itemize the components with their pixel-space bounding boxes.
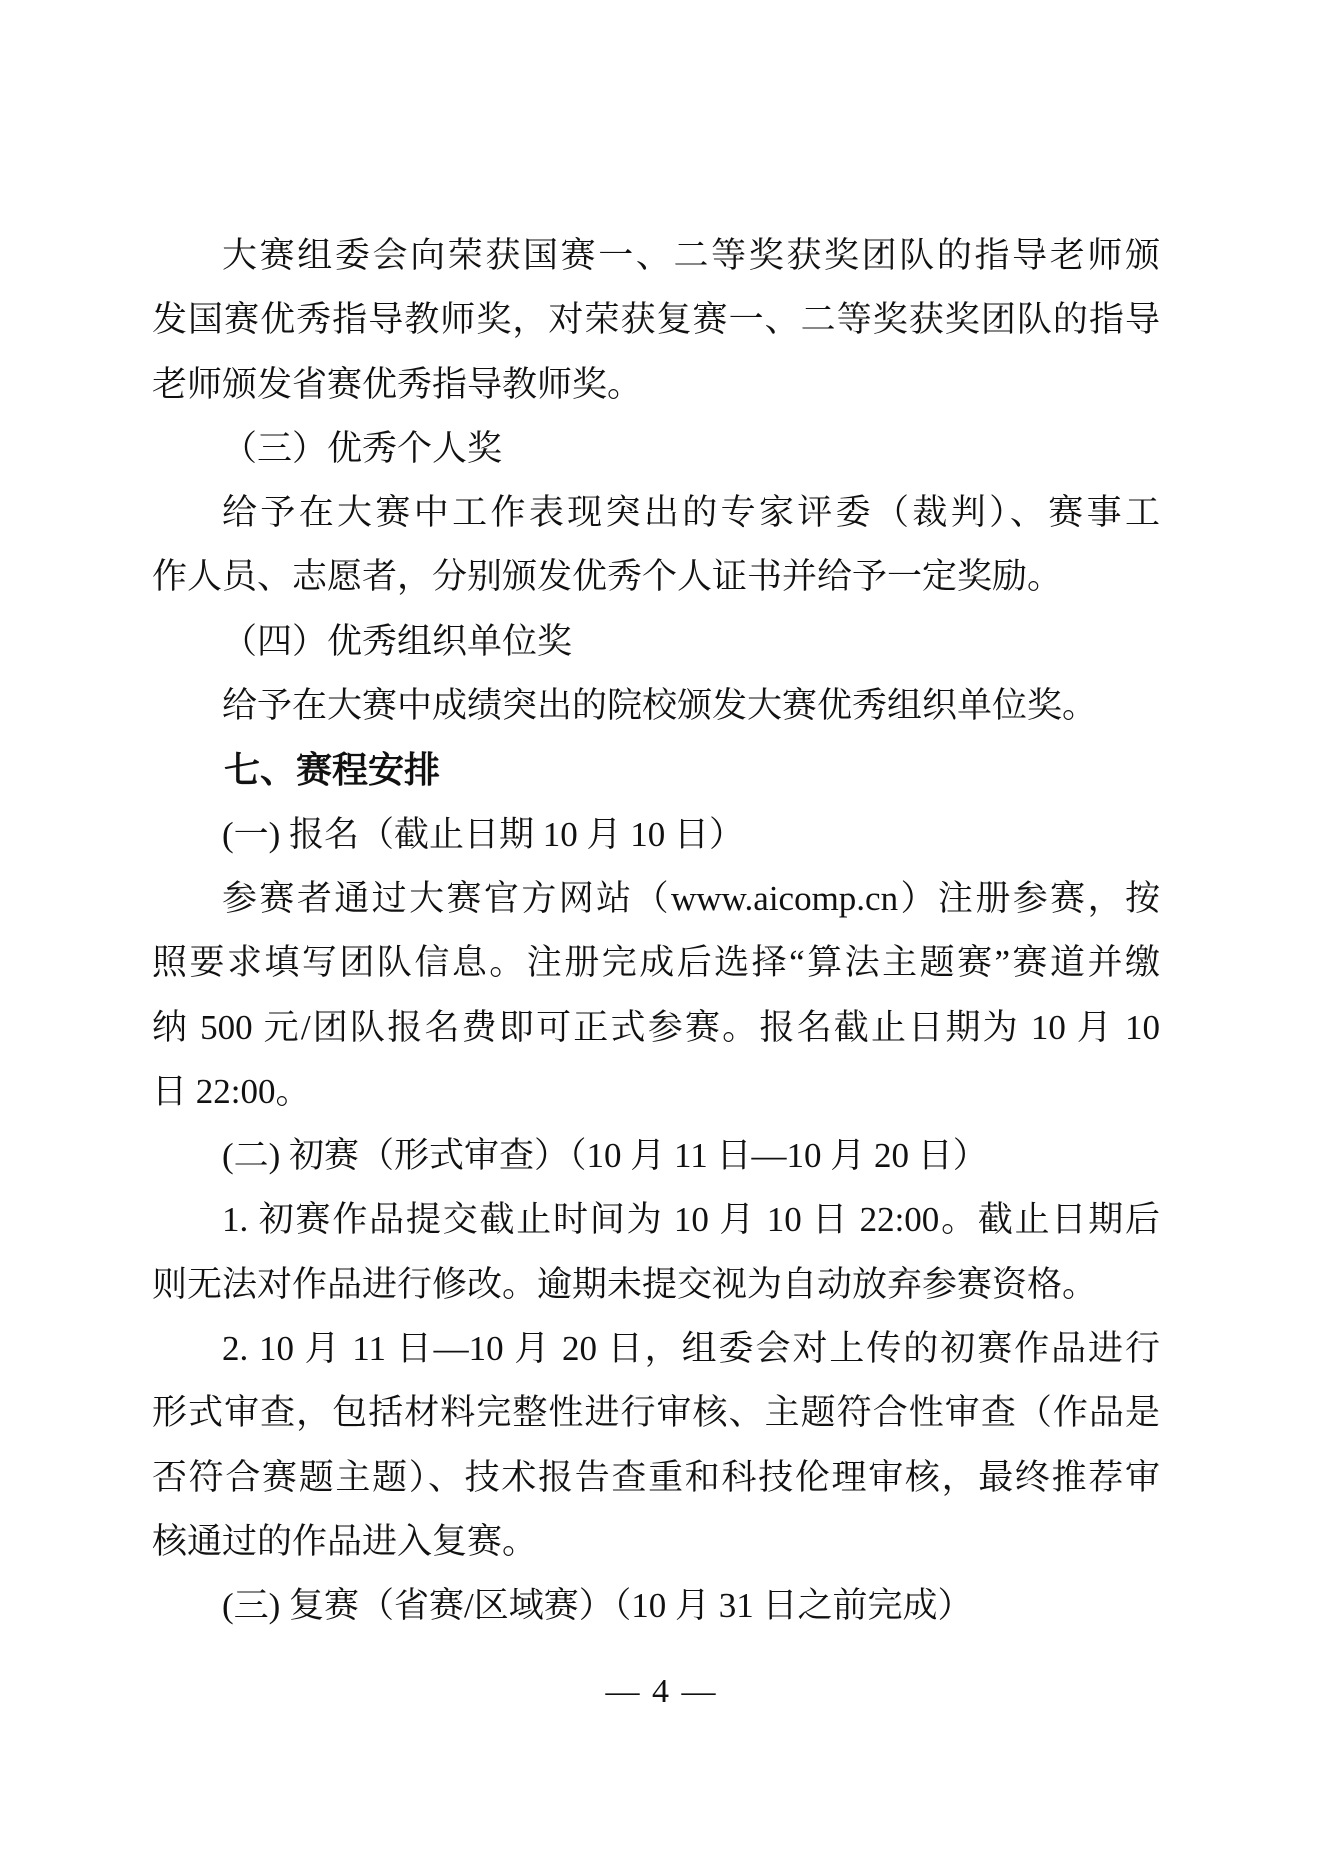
para-preliminary-item2-line-3: 否符合赛题主题）、技术报告查重和科技伦理审核，最终推荐审 xyxy=(152,1457,1160,1497)
para-registration-line-4: 日 22:00。 xyxy=(152,1071,311,1111)
para-instructor-award-line-1: 大赛组委会向荣获国赛一、二等奖获奖团队的指导老师颁 xyxy=(222,236,1160,275)
heading-schedule-section: 七、赛程安排 xyxy=(224,749,441,791)
para-preliminary-item1-line-2: 则无法对作品进行修改。逾期未提交视为自动放弃参赛资格。 xyxy=(152,1264,1098,1304)
heading-preliminary-review: (二) 初赛（形式审查）（10 月 11 日—10 月 20 日） xyxy=(222,1136,988,1176)
para-preliminary-item1-line-1: 1. 初赛作品提交截止时间为 10 月 10 日 22:00。截止日期后 xyxy=(222,1200,1160,1240)
heading-semifinal: (三) 复赛（省赛/区域赛）（10 月 31 日之前完成） xyxy=(222,1586,973,1626)
para-organization-award-line-1: 给予在大赛中成绩突出的院校颁发大赛优秀组织单位奖。 xyxy=(222,686,1098,726)
document-body xyxy=(152,224,1160,1639)
para-preliminary-item2-line-4: 核通过的作品进入复赛。 xyxy=(152,1521,538,1561)
para-instructor-award-line-2: 发国赛优秀指导教师奖，对荣获复赛一、二等奖获奖团队的指导 xyxy=(152,300,1160,340)
para-instructor-award-line-3: 老师颁发省赛优秀指导教师奖。 xyxy=(152,364,643,404)
para-individual-award-line-2: 作人员、志愿者，分别颁发优秀个人证书并给予一定奖励。 xyxy=(152,557,1063,597)
para-preliminary-item2-line-2: 形式审查，包括材料完整性进行审核、主题符合性审查（作品是 xyxy=(152,1393,1160,1433)
para-registration-line-3: 纳 500 元/团队报名费即可正式参赛。报名截止日期为 10 月 10 xyxy=(152,1007,1160,1047)
para-registration-line-2: 照要求填写团队信息。注册完成后选择“算法主题赛”赛道并缴 xyxy=(152,943,1160,983)
para-registration-line-1: 参赛者通过大赛官方网站（www.aicomp.cn）注册参赛，按 xyxy=(222,878,1160,918)
heading-excellent-individual-award: （三）优秀个人奖 xyxy=(222,428,503,468)
para-preliminary-item2-line-1: 2. 10 月 11 日—10 月 20 日，组委会对上传的初赛作品进行 xyxy=(222,1329,1160,1369)
heading-excellent-organization-award: （四）优秀组织单位奖 xyxy=(222,621,573,661)
heading-registration: (一) 报名（截止日期 10 月 10 日） xyxy=(222,814,745,854)
para-individual-award-line-1: 给予在大赛中工作表现突出的专家评委（裁判）、赛事工 xyxy=(222,493,1160,533)
page-number: — 4 — xyxy=(605,1673,718,1710)
